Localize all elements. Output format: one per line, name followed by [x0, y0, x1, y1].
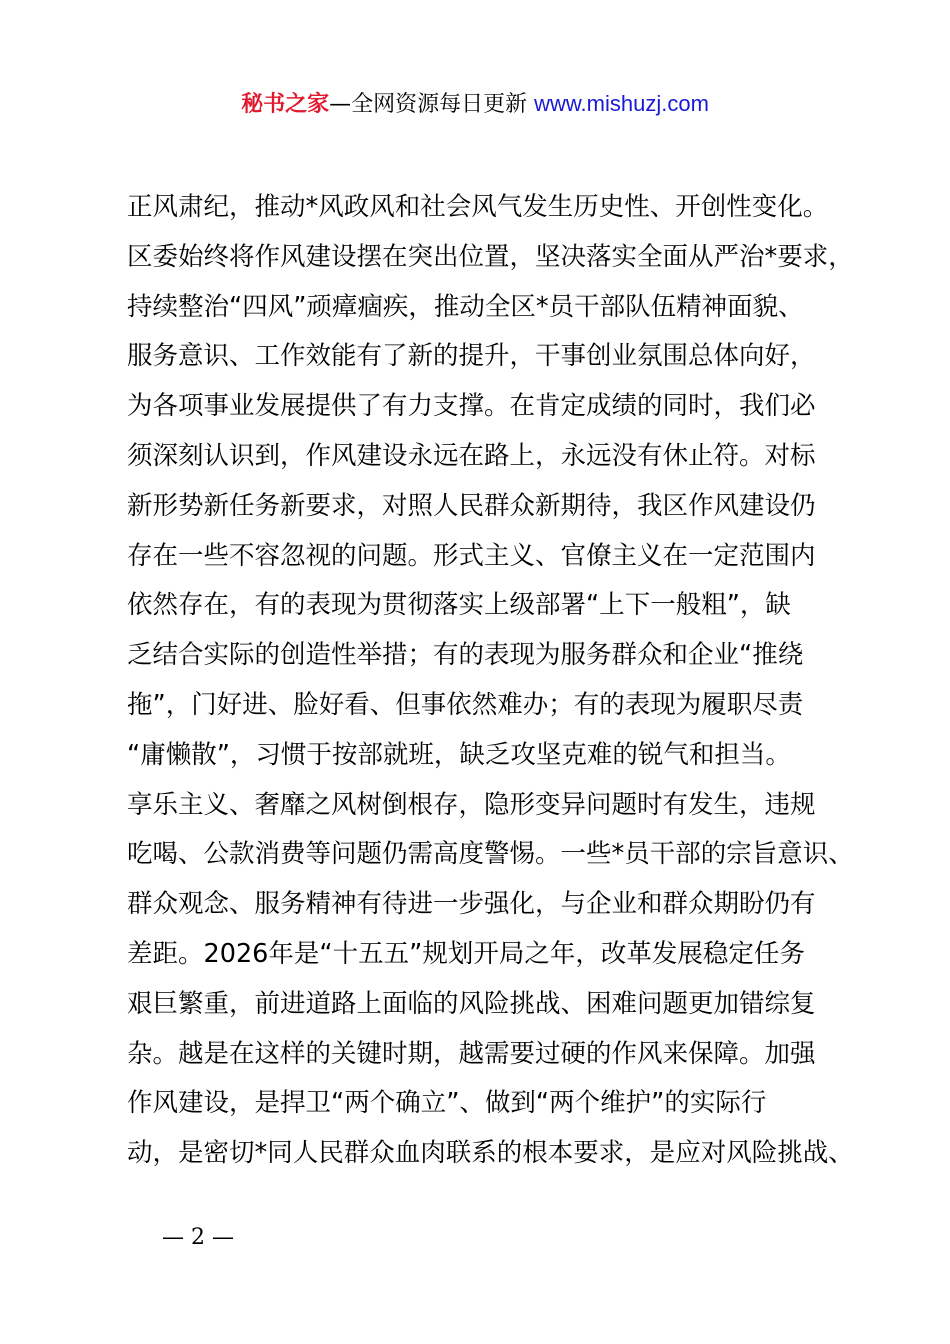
- body-line: 区委始终将作风建设摆在突出位置，坚决落实全面从严治*要求，: [127, 241, 854, 272]
- slogan: —全网资源每日更新: [329, 92, 528, 117]
- body-line: 差距。2026年是“十五五”规划开局之年，改革发展稳定任务: [127, 938, 805, 969]
- body-line: 为各项事业发展提供了有力支撑。在肯定成绩的同时，我们必: [127, 391, 816, 422]
- brand-name: 秘书之家: [241, 92, 330, 117]
- site-banner: [0, 88, 950, 121]
- page-number: — 2 —: [162, 1225, 234, 1250]
- document-body: [127, 183, 857, 1179]
- body-line: 群众观念、服务精神有待进一步强化，与企业和群众期盼仍有: [127, 889, 816, 920]
- body-line: 吃喝、公款消费等问题仍需高度警惕。一些*员干部的宗旨意识、: [127, 839, 854, 870]
- body-line: 作风建设，是捍卫“两个确立”、做到“两个维护”的实际行: [127, 1088, 767, 1119]
- body-line: 须深刻认识到，作风建设永远在路上，永远没有休止符。对标: [127, 440, 816, 471]
- body-line: 拖”，门好进、脸好看、但事依然难办；有的表现为履职尽责: [127, 689, 804, 720]
- body-line: 正风肃纪，推动*风政风和社会风气发生历史性、开创性变化。: [127, 192, 829, 222]
- body-line: 享乐主义、奢靡之风树倒根存，隐形变异问题时有发生，违规: [127, 789, 816, 820]
- body-line: 艰巨繁重，前进道路上面临的风险挑战、困难问题更加错综复: [127, 988, 816, 1019]
- body-line: “庸懒散”，习惯于按部就班，缺乏攻坚克难的锐气和担当。: [127, 739, 791, 770]
- body-line: 杂。越是在这样的关键时期，越需要过硬的作风来保障。加强: [127, 1038, 816, 1069]
- body-line: 乏结合实际的创造性举措；有的表现为服务群众和企业“推绕: [127, 640, 804, 671]
- body-line: 存在一些不容忽视的问题。形式主义、官僚主义在一定范围内: [127, 540, 816, 571]
- body-line: 服务意识、工作效能有了新的提升，干事创业氛围总体向好，: [127, 341, 816, 372]
- body-line: 动，是密切*同人民群众血肉联系的根本要求，是应对风险挑战、: [127, 1138, 854, 1169]
- body-line: 持续整治“四风”顽瘴痼疾，推动全区*员干部队伍精神面貌、: [127, 291, 804, 322]
- site-url[interactable]: www.mishuzj.com: [534, 91, 709, 116]
- body-line: 新形势新任务新要求，对照人民群众新期待，我区作风建设仍: [127, 490, 816, 521]
- body-line: 依然存在，有的表现为贯彻落实上级部署“上下一般粗”，缺: [127, 590, 791, 621]
